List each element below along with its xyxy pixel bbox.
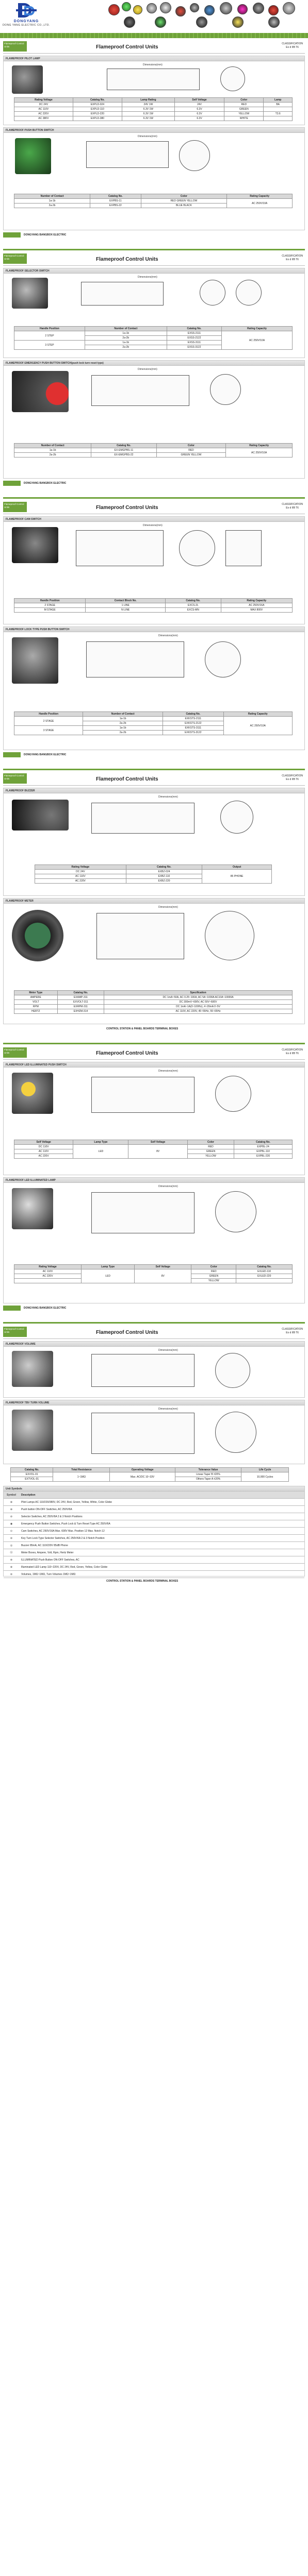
push-button-table: Number of Contact Catalog No. Color Rating Capacity 1a-1b EXPBS-11 RED GREEN YELLOW AC 250V/10A 2a-2b EXPBS-22 BLUE BLACK	[14, 194, 293, 208]
dimensions-label: Dimensions(mm)	[158, 1408, 178, 1411]
section-header-4: Flameproof Control Units Flameproof Control Units CLASSIFICATION Ex d IIB T6	[3, 772, 305, 786]
volume-photo	[12, 1351, 53, 1387]
table-row: AC 220V YELLOW EXPBL-220	[14, 1154, 293, 1159]
table-row: EXVOL-01 1~1MΩ Max. AC/DC 10~33V Linear Taper B ±20% 10,000 Cycles	[11, 1472, 289, 1477]
dimensions-label: Dimensions(mm)	[158, 1185, 178, 1188]
lock-button-panel	[3, 626, 305, 750]
meter-front-drawing	[205, 911, 254, 960]
table-row: YELLOW	[14, 1279, 293, 1283]
page-footer: DONGYANG BANGBOX ELECTRIC	[3, 752, 305, 757]
symbol-row: ⊙ Cam Switches, AC 250V/16A Max. 600V Max. Position 12 Max. Notch 12	[4, 1528, 304, 1535]
symbol-row: ⊗ Pilot Lamps AC 110/220/380V, DC 24V, Red, Green, Yellow, White, Color Globe	[4, 1499, 304, 1506]
section-header-2: Flameproof Control Units Flameproof Control Units CLASSIFICATION Ex d IIB T6	[3, 252, 305, 266]
table-row: 2a-2b EXKSTS-3122	[14, 731, 293, 735]
volume-symbol-icon: ⊜	[10, 1572, 13, 1576]
brand-name: DONGYANG	[13, 20, 39, 23]
dimensions-label: Dimensions(mm)	[158, 906, 178, 909]
buzzer-symbol-icon: ◎	[10, 1544, 13, 1547]
symbol-row: ◎ Buzzer 85mA, AC 110/220V 85dB Phone	[4, 1542, 304, 1549]
led-push-panel	[3, 1062, 305, 1175]
led-lamp-symbol-icon: ⊗	[10, 1565, 13, 1569]
symbol-row: ⊛ ILLUMINATED Push Button ON-OFF Switches, AC	[4, 1556, 304, 1564]
table-row: 1a-1b EXPBS-11 RED GREEN YELLOW AC 250V/10A	[14, 199, 293, 204]
panel-heading: FLAMEPROOF SELECTOR SWITCH	[4, 268, 304, 274]
panel-heading: FLAMEPROOF LED ILLUMINATED PUSH SWITCH	[4, 1062, 304, 1067]
push-button-symbol-icon: ⊕	[10, 1507, 13, 1511]
symbol-row: ⊕ Push button ON-OFF Switches, AC 250V/6A	[4, 1506, 304, 1513]
emergency-table: Number of Contact Catalog No. Color Rating Capacity 1a-1b EX-EMGPBS-11 RED AC 250V/10A 2a-2b EX-EMGPBS-22 GREEN YELLOW	[14, 443, 293, 457]
panel-heading: FLAMEPROOF METER	[4, 899, 304, 904]
classification: CLASSIFICATION Ex d IIB T6	[282, 42, 303, 49]
dimensions-label: Dimensions(mm)	[158, 795, 178, 799]
illuminated-button-symbol-icon: ⊛	[10, 1558, 13, 1562]
buzzer-photo	[12, 800, 69, 831]
company-logo	[2, 2, 51, 30]
tbv-front-drawing	[215, 1412, 256, 1453]
table-row: 2a-2b EX-EMGPBS-22 GREEN YELLOW	[14, 453, 293, 457]
panel-heading: FLAMEPROOF LOCK TYPE PUSH BUTTON SWITCH	[4, 627, 304, 632]
symbol-row: ⊜ Volumes, 1MΩ~1MΩ, Turn Volumes 1MΩ~1MΩ	[4, 1571, 304, 1578]
volume-panel	[3, 1341, 305, 1398]
led-lamp-drawing	[91, 1192, 194, 1233]
key-lock-symbol-icon: ⊚	[10, 1536, 13, 1540]
dongyang-logo-icon	[16, 2, 37, 20]
dimensions-label: Dimensions(mm)	[138, 135, 157, 138]
page-footer: CONTROL STATION & PANEL BOARDS TERMINAL BOXES	[106, 1580, 179, 1583]
panel-heading: FLAMEPROOF VOLUME	[4, 1342, 304, 1347]
table-row: AC 110V GREEN EXPBL-110	[14, 1149, 293, 1154]
volume-table-panel	[3, 1466, 305, 1484]
dimensions-label: Dimensions(mm)	[143, 63, 163, 66]
dimensions-label: Dimensions(mm)	[138, 276, 157, 279]
symbol-row: Ⓜ Meter Boxes, Ampere, Volt, Rpm, Hertz Meter	[4, 1549, 304, 1556]
buzzer-panel	[3, 788, 305, 896]
buzzer-table: Rating Voltage Catalog No. Output DC 24V EXBZ-024 85 PHONE AC 110V EXBZ-110 AC 220V EXBZ-220	[35, 865, 272, 884]
dimensions-label: Dimensions(mm)	[138, 368, 157, 371]
pilot-lamp-drawing	[107, 69, 200, 90]
meter-photo	[12, 910, 63, 961]
table-row: AMPERE EXAMP-311 DC 1mA~50A, AC 0.25~100A, AC 5A~1000A AC10A~10000A	[14, 995, 293, 1000]
table-row: AC 110V LED 8V RED EXLED-110	[14, 1269, 293, 1274]
led-lamp-table: Rating Voltage Lamp Type Self Voltage Color Catalog No. AC 110V LED 8V RED EXLED-110 AC 220V GREEN EXLED-220 YELLOW	[14, 1264, 293, 1283]
selector-symbol-icon: ⊘	[10, 1515, 13, 1518]
section-title: Flameproof Control Units	[96, 44, 158, 50]
table-row: 2 STAGE 1a-1b EXKSTS-2111 AC 250V/10A	[14, 717, 293, 721]
table-row: AC 220V EXBZ-220	[35, 879, 272, 884]
symbol-row: ⊘ Selector Switches, AC 250V/6A 2 & 3 Notch Positions	[4, 1513, 304, 1520]
push-button-photo	[15, 138, 51, 174]
panel-heading: FLAMEPROOF LED ILLUMINATED LAMP	[4, 1178, 304, 1183]
cam-side-drawing	[225, 530, 262, 566]
cam-switch-photo	[12, 527, 58, 563]
symbol-row: ⊚ Key Turn Lock Type Selector Switches, AC 250V/6A 2 & 3 Notch Position	[4, 1535, 304, 1542]
emergency-drawing	[91, 375, 189, 406]
lock-drawing	[86, 641, 184, 677]
section-header-5: Flameproof Control Units Flameproof Control Units CLASSIFICATION Ex d IIB T6	[3, 1046, 305, 1060]
table-row: 2a-2b EXSS-3122	[14, 345, 293, 350]
table-row: 2 STAGE 1 LINE EXCS-2L AC 250V/16A	[14, 603, 293, 608]
buzzer-front-drawing	[220, 801, 253, 834]
meter-symbol-icon: Ⓜ	[10, 1551, 13, 1554]
lock-button-photo	[12, 637, 58, 684]
pilot-lamp-panel	[3, 56, 305, 125]
section-header-1	[3, 40, 305, 54]
table-row: M STAGE N LINE EXCS-MN MAX 800V	[14, 608, 293, 613]
table-row: VOLT EXVOLT-311 DC 300mV~600V, AC 50V~600V	[14, 1000, 293, 1005]
lock-table: Handle Position Number of Contact Catalog No. Rating Capacity 2 STAGE 1a-1b EXKSTS-2111 AC 250V/10A 2a-2b EXKSTS-2122 3 STAGE 1a-1b EXKSTS-3111 2a-2b EXKSTS-3122	[14, 711, 293, 735]
table-row: AC 110V EXPLD-110 6.3V 1W 6.3V GREEN	[14, 107, 293, 112]
push-button-front-drawing	[179, 140, 210, 171]
emergency-front-drawing	[210, 374, 241, 405]
pilot-lamp-photo	[12, 65, 43, 94]
push-button-drawing	[86, 141, 169, 168]
table-row: 2a-2b EXKSTS-2122	[14, 721, 293, 726]
selector-drawing	[81, 282, 164, 306]
page-footer: DONGYANG BANGBOX ELECTRIC	[3, 1306, 305, 1311]
table-row: DC 110V LED 8V RED EXPBL-24	[14, 1145, 293, 1149]
section-tag: Flameproof Control Units	[3, 41, 27, 52]
led-push-drawing	[91, 1077, 194, 1113]
led-push-photo	[12, 1073, 53, 1114]
table-row: AC 220V GREEN EXLED-220	[14, 1274, 293, 1279]
table-row: 3 STEP 1a-1b EXSS-3111	[14, 341, 293, 345]
table-row: 3 STAGE 1a-1b EXKSTS-3111	[14, 726, 293, 731]
cam-front-drawing	[179, 530, 215, 566]
volume-drawing	[91, 1354, 194, 1387]
dimensions-label: Dimensions(mm)	[158, 634, 178, 637]
panel-heading: FLAMEPROOF PILOT LAMP	[4, 56, 304, 61]
meter-panel	[3, 898, 305, 1024]
led-lamp-panel	[3, 1177, 305, 1303]
table-row: DC 24V EXPLD-024 24V 1W 24V RED BA	[14, 103, 293, 107]
emergency-symbol-icon: ◉	[10, 1522, 13, 1526]
cam-drawing	[76, 530, 164, 566]
unit-symbols-panel	[3, 1486, 305, 1577]
push-button-panel	[3, 127, 305, 230]
emergency-button-panel	[3, 360, 305, 479]
table-row: AC 110V EXBZ-110	[35, 874, 272, 879]
cam-table: Handle Position Contact Block No. Catalog No. Rating Capacity 2 STAGE 1 LINE EXCS-2L AC 250V/16A M STAGE N LINE EXCS-MN MAX 800V	[14, 598, 293, 613]
cam-symbol-icon: ⊙	[10, 1529, 13, 1533]
led-push-table: Self Voltage Lamp Type Self Voltage Color Catalog No. DC 110V LED 8V RED EXPBL-24 AC 110V GREEN EXPBL-110 AC 220V YELLOW EXPBL-220	[14, 1140, 293, 1159]
selector-positions-drawing	[236, 280, 262, 306]
tbv-photo	[12, 1410, 53, 1451]
table-row: 2 STEP 1a-1b EXSS-2111 AC 250V/10A	[14, 331, 293, 336]
table-row: EXTVOL-01 Others Taper A ±20%	[11, 1477, 289, 1482]
pilot-lamp-symbol-icon: ⊗	[10, 1500, 13, 1504]
led-push-front-drawing	[215, 1076, 251, 1112]
catalog-header	[0, 0, 308, 33]
cam-switch-panel	[3, 516, 305, 624]
tbv-panel	[3, 1400, 305, 1464]
table-row: 2a-2b EXPBS-22 BLUE BLACK	[14, 204, 293, 208]
selector-front-drawing	[200, 280, 225, 306]
pilot-lamp-front-drawing	[220, 66, 245, 91]
emergency-button-photo	[12, 371, 69, 412]
panel-heading: FLAMEPROOF BUZZER	[4, 788, 304, 793]
header-stripe	[0, 33, 308, 38]
section-header-6: Flameproof Control Units Flameproof Control Units CLASSIFICATION Ex d IIB T6	[3, 1326, 305, 1339]
panel-heading: FLAMEPROOF CAM SWITCH	[4, 517, 304, 522]
panel-heading: FLAMEPROOF TBV TURN VOLUME	[4, 1400, 304, 1405]
symbol-table-header: Symbol Description	[4, 1492, 304, 1499]
table-row: 2a-2b EXSS-2122	[14, 336, 293, 341]
dimensions-label: Dimensions(mm)	[143, 524, 163, 527]
panel-heading: FLAMEPROOF EMERGENCY PUSH BUTTON SWITCH(push lock turn reset type)	[4, 361, 304, 366]
pilot-lamp-table: Rating Voltage Catalog No. Lamp Rating Self Voltage Color Lamp DC 24V EXPLD-024 24V 1W 24V RED BA AC 110V EXPLD-110 6.3V 1W 6.3V GREEN AC 220V EXPLD-220 6.3V 1W 6.3V YELLOW T3.6 AC 380V EXPLD-380 6.3V 1W 6.3V WHITE	[14, 97, 293, 121]
table-row: AC 220V EXPLD-220 6.3V 1W 6.3V YELLOW T3.6	[14, 112, 293, 116]
selector-switch-panel	[3, 268, 305, 358]
meter-table: Meter Type Catalog No. Specification AMPERE EXAMP-311 DC 1mA~50A, AC 0.25~100A, AC 5A~1000A AC10A~10000A VOLT EXVOLT-311 DC 300mV~600V, AC 50V~600V RPM EXRPM-311 DC 1mA~1A(0~100Hz), 4~20mA 0~5V HERTZ EXHZM-314 AC 110V, AC 220V, 45~55Hz, 55~65Hz	[14, 990, 293, 1014]
selector-switch-photo	[12, 278, 48, 309]
buzzer-drawing	[91, 803, 194, 834]
volume-table: Catalog No. Total Resistance Operating Voltage Tolerance Value Life Cycle EXVOL-01 1~1MΩ Max. AC/DC 10~33V Linear Taper B ±20% 10,000 Cycles EXTVOL-01 Others Taper A ±20%	[10, 1467, 289, 1482]
meter-drawing	[96, 913, 184, 959]
selector-table: Handle Position Number of Contact Catalog No. Rating Capacity 2 STEP 1a-1b EXSS-2111 AC 250V/10A 2a-2b EXSS-2122 3 STEP 1a-1b EXSS-3111 2a-2b EXSS-3122	[14, 326, 293, 350]
panel-heading: FLAMEPROOF PUSH BUTTON SWITCH	[4, 128, 304, 133]
tbv-drawing	[91, 1413, 194, 1454]
volume-front-drawing	[215, 1353, 250, 1388]
table-row: 1a-1b EX-EMGPBS-11 RED AC 250V/10A	[14, 448, 293, 453]
table-row: DC 24V EXBZ-024 85 PHONE	[35, 870, 272, 874]
lock-front-drawing	[205, 641, 241, 677]
panel-heading: Unit Symbols	[4, 1486, 304, 1492]
product-photos	[103, 1, 304, 30]
dimensions-label: Dimensions(mm)	[158, 1349, 178, 1352]
company-name: DONG YANG ELECTRIC CO.,LTD.	[3, 24, 50, 27]
table-row: AC 380V EXPLD-380 6.3V 1W 6.3V WHITE	[14, 116, 293, 121]
section-header-3: Flameproof Control Units Flameproof Control Units CLASSIFICATION Ex d IIB T6	[3, 501, 305, 514]
symbol-row: ◉ Emergency Push Button Switches, Push Lock & Turn Reset Type AC 250V/6A	[4, 1520, 304, 1528]
symbol-row: ⊗ Illuminated LED Lamp 110~220V, DC 24V, Red, Green, Yellow, Color Globe	[4, 1564, 304, 1571]
page-footer: DONGYANG BANGBOX ELECTRIC	[3, 232, 305, 238]
led-lamp-photo	[12, 1188, 53, 1229]
dimensions-label: Dimensions(mm)	[158, 1070, 178, 1073]
table-row: HERTZ EXHZM-314 AC 110V, AC 220V, 45~55Hz, 55~65Hz	[14, 1009, 293, 1014]
led-lamp-front-drawing	[215, 1191, 256, 1232]
table-row: RPM EXRPM-311 DC 1mA~1A(0~100Hz), 4~20mA 0~5V	[14, 1005, 293, 1009]
page-footer: DONGYANG BANGBOX ELECTRIC	[3, 481, 305, 486]
page-footer: CONTROL STATION & PANEL BOARDS TERMINAL BOXES	[106, 1027, 179, 1030]
